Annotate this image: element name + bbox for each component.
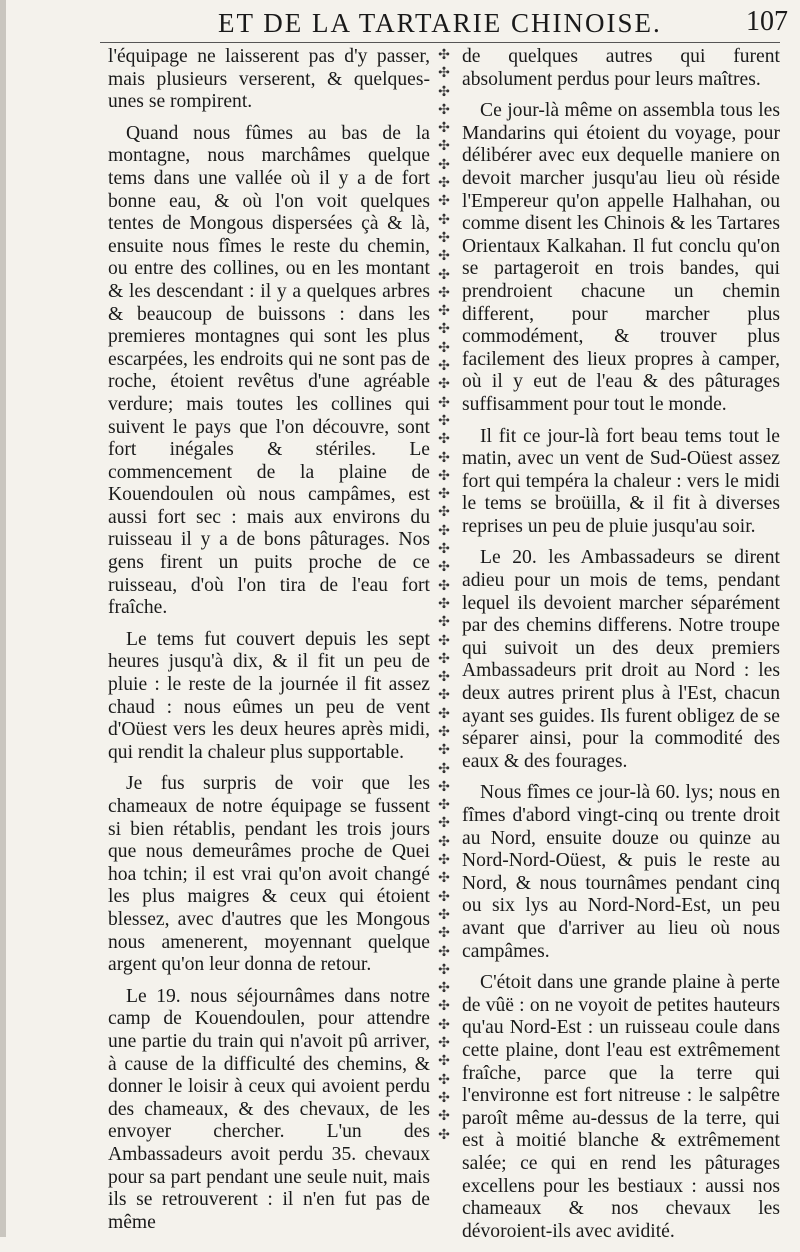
- paragraph: Il fit ce jour-là fort beau tems tout le matin, avec un vent de Sud-Oüest assez fort qui tempéra la chaleur : vers le midi le tems se broüilla, & il fit à diverses reprises un peu de pluie jusqu'au soir.: [462, 425, 780, 537]
- ornament-glyph: ✣: [438, 541, 450, 558]
- ornament-glyph: ✣: [438, 156, 450, 173]
- ornament-glyph: ✣: [438, 760, 450, 777]
- ornament-column-divider: [430, 46, 458, 1146]
- ornament-glyph: ✣: [438, 266, 450, 283]
- paragraph: Nous fîmes ce jour-là 60. lys; nous en fîmes d'abord vingt-cinq ou trente droit au Nord, ensuite douze ou quinze au Nord-Nord-Oüest, & puis le reste au Nord, & nous tournâmes pendant cinq ou six lys au Nord-Nord-Est, un peu avant que d'arriver au lieu où nous campâmes.: [462, 782, 780, 962]
- ornament-glyph: ✣: [438, 1016, 450, 1033]
- ornament-glyph: ✣: [438, 925, 450, 942]
- ornament-glyph: ✣: [438, 980, 450, 997]
- ornament-glyph: ✣: [438, 193, 450, 210]
- running-head: ET DE LA TARTARIE CHINOISE.: [218, 8, 662, 38]
- ornament-glyph: ✣: [438, 1089, 450, 1106]
- ornament-glyph: ✣: [438, 138, 450, 155]
- paragraph: l'équipage ne laisserent pas d'y passer, mais plusieurs verserent, & quelques-unes se rompirent.: [108, 46, 430, 113]
- ornament-glyph: ✣: [438, 943, 450, 960]
- ornament-glyph: ✣: [438, 1126, 450, 1143]
- ornament-glyph: ✣: [438, 1035, 450, 1052]
- ornament-glyph: ✣: [438, 906, 450, 923]
- ornament-glyph: ✣: [438, 321, 450, 338]
- page-header: [0, 0, 800, 48]
- ornament-glyph: ✣: [438, 65, 450, 82]
- ornament-glyph: ✣: [438, 412, 450, 429]
- ornament-glyph: ✣: [438, 723, 450, 740]
- ornament-glyph: ✣: [438, 486, 450, 503]
- page-edge: [0, 0, 6, 1237]
- ornament-glyph: ✣: [438, 467, 450, 484]
- ornament-glyph: ✣: [438, 778, 450, 795]
- paragraph: Ce jour-là même on assembla tous les Mandarins qui étoient du voyage, pour délibérer avec eux dequelle maniere on devoit marcher jusqu'au lieu où réside l'Empereur qu'on appelle Halhahan, ou comme disent les Chinois & les Tartares Orientaux Kalkahan. Il fut conclu qu'on se partageroit en trois bandes, qui prendroient chacune un chemin different, pour marcher plus commodément, & trouver plus facilement des lieux propres à camper, où il y eut de l'eau & des pâturages suffisamment pour tout le monde.: [462, 100, 780, 415]
- ornament-glyph: ✣: [438, 632, 450, 649]
- paragraph: C'étoit dans une grande plaine à perte de vûë : on ne voyoit de petites hauteurs qu'au Nord-Est : un ruisseau coule dans cette plaine, dont l'eau est extrêmement fraîche, parce que la terre qui l'environne est fort nitreuse : le salpêtre paroît même au-dessus de la terre, qui est à moitié blanche & extrêmement salée; ce qui en rend les pâturages excellens pour les bestiaux : aussi nos chameaux & nos chevaux les dévoroient-ils avec avidité.: [462, 972, 780, 1242]
- ornament-glyph: ✣: [438, 650, 450, 667]
- right-column: [462, 46, 780, 1252]
- ornament-glyph: ✣: [438, 83, 450, 100]
- ornament-glyph: ✣: [438, 687, 450, 704]
- ornament-glyph: ✣: [438, 211, 450, 228]
- ornament-glyph: ✣: [438, 852, 450, 869]
- ornament-glyph: ✣: [438, 1053, 450, 1070]
- ornament-glyph: ✣: [438, 449, 450, 466]
- ornament-glyph: ✣: [438, 833, 450, 850]
- ornament-glyph: ✣: [438, 614, 450, 631]
- ornament-glyph: ✣: [438, 339, 450, 356]
- ornament-glyph: ✣: [438, 961, 450, 978]
- ornament-glyph: ✣: [438, 504, 450, 521]
- paragraph: Le 20. les Ambassadeurs se dirent adieu pour un mois de tems, pendant lequel ils devoient marcher séparément par des chemins differens. Notre troupe qui suivoit un des deux premiers Ambassadeurs prit droit au Nord : les deux autres prirent plus à l'Est, chacun ayant ses guides. Ils furent obligez de se séparer ainsi, pour la commodité des eaux & des fourages.: [462, 547, 780, 772]
- ornament-glyph: ✣: [438, 175, 450, 192]
- ornament-glyph: ✣: [438, 797, 450, 814]
- ornament-glyph: ✣: [438, 101, 450, 118]
- ornament-glyph: ✣: [438, 248, 450, 265]
- ornament-glyph: ✣: [438, 577, 450, 594]
- ornament-glyph: ✣: [438, 358, 450, 375]
- paragraph: Le 19. nous séjournâmes dans notre camp de Kouendoulen, pour attendre une partie du train qui n'avoit pû arriver, à cause de la difficulté des chemins, & donner le loisir à ceux qui avoient perdu des chameaux, & des chevaux, de les envoyer chercher. L'un des Ambassadeurs avoit perdu 35. chevaux pour sa part pendant une seule nuit, mais ils se retrouverent : il n'en fut pas de même: [108, 985, 430, 1233]
- ornament-glyph: ✣: [438, 284, 450, 301]
- ornament-glyph: ✣: [438, 394, 450, 411]
- ornament-glyph: ✣: [438, 705, 450, 722]
- ornament-glyph: ✣: [438, 376, 450, 393]
- ornament-glyph: ✣: [438, 522, 450, 539]
- paragraph: Le tems fut couvert depuis les sept heures jusqu'à dix, & il fit un peu de pluie : le reste de la journée il fit assez chaud : nous eûmes un peu de vent d'Oüest vers les deux heures après midi, qui rendit la chaleur plus supportable.: [108, 628, 430, 763]
- ornament-glyph: ✣: [438, 669, 450, 686]
- left-column: [108, 46, 430, 1243]
- ornament-glyph: ✣: [438, 120, 450, 137]
- page-number: 107: [746, 6, 788, 37]
- paragraph: Quand nous fûmes au bas de la montagne, nous marchâmes quelque tems dans une vallée où il y a de fort bonne eau, & où l'on voit quelques tentes de Mongous dispersées çà & là, ensuite nous fîmes le reste du chemin, ou entre des collines, ou en les montant & les descendant : il y a quelques arbres & beaucoup de buissons : dans les premieres montagnes qui sont les plus escarpées, les endroits qui ne sont pas de roche, étoient revêtus d'une agréable verdure; mais toutes les collines qui suivent le pays que l'on découvre, sont fort inégales & stériles. Le commencement de la plaine de Kouendoulen où nous campâmes, est aussi fort sec : mais aux environs du ruisseau il y a de bons pâturages. Nos gens firent un puits proche de ce ruisseau, d'où l'on tira de l'eau fort fraîche.: [108, 122, 430, 619]
- ornament-glyph: ✣: [438, 1071, 450, 1088]
- ornament-glyph: ✣: [438, 229, 450, 246]
- ornament-glyph: ✣: [438, 870, 450, 887]
- paragraph: Je fus surpris de voir que les chameaux de notre équipage se fussent si bien rétablis, pendant les trois jours que nous demeurâmes proche de Quei hoa tchin; il est vrai qu'on avoit changé les plus maigres & ceux qui étoient blessez, avec d'autres que les Mongous nous amenerent, moyennant quelque argent qu'on leur donna de retour.: [108, 773, 430, 976]
- ornament-glyph: ✣: [438, 595, 450, 612]
- ornament-glyph: ✣: [438, 1108, 450, 1125]
- ornament-glyph: ✣: [438, 559, 450, 576]
- ornament-glyph: ✣: [438, 742, 450, 759]
- ornament-glyph: ✣: [438, 47, 450, 63]
- ornament-glyph: ✣: [438, 888, 450, 905]
- ornament-glyph: ✣: [438, 431, 450, 448]
- header-rule: [100, 42, 780, 43]
- ornament-glyph: ✣: [438, 303, 450, 320]
- paragraph: de quelques autres qui furent absolument perdus pour leurs maîtres.: [462, 46, 780, 90]
- ornament-glyph: ✣: [438, 815, 450, 832]
- ornament-glyph: ✣: [438, 998, 450, 1015]
